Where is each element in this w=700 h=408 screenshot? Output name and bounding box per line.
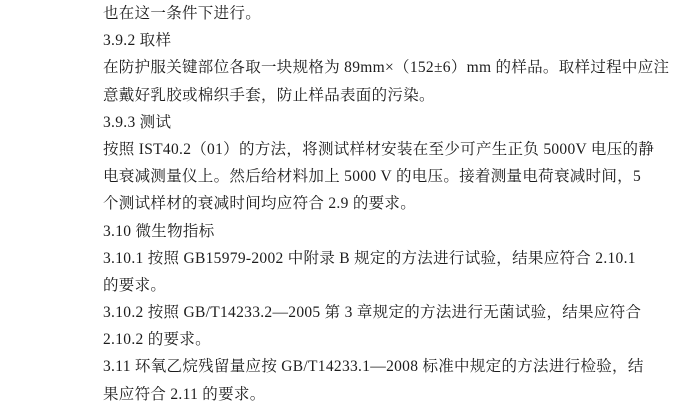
- text-line: 也在这一条件下进行。: [103, 5, 262, 22]
- text-line: 个测试样材的衰减时间均应符合 2.9 的要求。: [103, 195, 417, 213]
- text-line: 3.11 环氧乙烷残留量应按 GB/T14233.1—2008 标准中规定的方法进行检验，结: [103, 358, 644, 376]
- text-line-section-heading: 3.9.2 取样: [103, 32, 172, 50]
- text-line: 2.10.2 的要求。: [103, 331, 211, 349]
- text-line: 意戴好乳胶或棉织手套，防止样品表面的污染。: [103, 86, 435, 104]
- text-line: 果应符合 2.11 的要求。: [103, 385, 266, 403]
- text-line: 3.10.2 按照 GB/T14233.2—2005 第 3 章规定的方法进行无菌试验，结果应符合: [103, 304, 642, 322]
- text-line: 在防护服关键部位各取一块规格为 89mm×（152±6）mm 的样品。取样过程中应注: [103, 59, 670, 77]
- text-line: 的要求。: [103, 276, 167, 294]
- text-line: 按照 IST40.2（01）的方法，将测试样材安装在至少可产生正负 5000V 电压的静: [103, 140, 655, 158]
- text-line-section-heading: 3.9.3 测试: [103, 113, 172, 131]
- text-line: 3.10.1 按照 GB15979-2002 中附录 B 规定的方法进行试验，结果应符合 2.10.1: [103, 249, 636, 267]
- text-line-section-heading: 3.10 微生物指标: [103, 222, 215, 240]
- document-text-block: [103, 0, 670, 408]
- text-line: 电衰减测量仪上。然后给材料加上 5000 V 的电压。接着测量电荷衰减时间，5: [103, 168, 641, 186]
